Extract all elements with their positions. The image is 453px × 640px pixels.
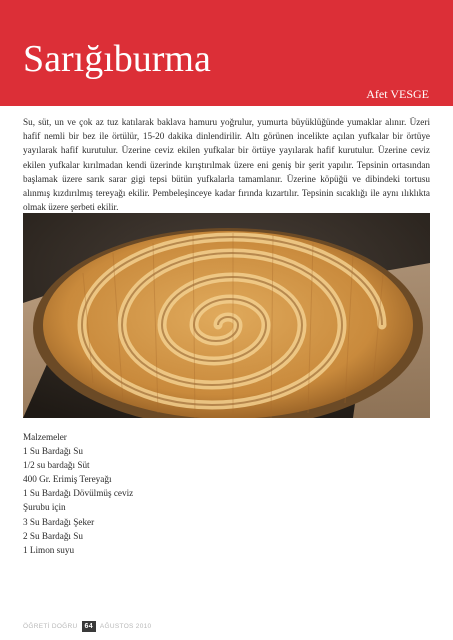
author-name: Afet VESGE: [366, 87, 429, 101]
page-title: Sarığıburma: [23, 38, 211, 80]
page-footer: [23, 619, 151, 633]
ingredient-item: 1 Limon suyu: [23, 544, 75, 555]
ingredient-item: 2 Su Bardağı Su: [23, 530, 83, 541]
ingredient-item: 3 Su Bardağı Şeker: [23, 516, 95, 527]
ingredients-list: [23, 430, 133, 557]
ingredients-heading: Malzemeler: [23, 432, 67, 442]
ingredient-item: 1 Su Bardağı Dövülmüş ceviz: [23, 488, 134, 499]
page-number: 64: [82, 621, 96, 632]
dessert-photo: [23, 213, 430, 418]
syrup-heading: Şurubu için: [23, 502, 66, 513]
issue-date: AĞUSTOS 2010: [99, 622, 152, 630]
ingredient-item: 1 Su Bardağı Su: [23, 446, 83, 457]
magazine-name: ÖĞRETİ DOĞRU: [23, 622, 78, 630]
ingredient-item: 1/2 su bardağı Süt: [23, 460, 90, 471]
recipe-instructions: Su, süt, un ve çok az tuz katılarak baklava hamuru yoğrulur, yumurta büyüklüğünde yumaklar alınır. Üzeri hafif nemli bir bez ile örtülür, 15-20 dakika dinlendirilir. Altı görünen incelikte açılan yufkalar bir örtüye yayılarak hafif kurutulur. Üzerine ceviz ekilen yufkalar bir örtüye yayılarak hafif kurutulur. Üzerine ceviz ekilen yufkalar kırılmadan kendi üzerinde kırıştırılmak üzere eni geniş bir şerit yapılır. Tepsinin ortasından başlamak üzere sarık sarar gigi tepsi bütün yufkalarla tamamlanır. Üzerine köpüğü ve dibindeki tortusu alınmış kızdırılmış tereyağı ekilir. Pembeleşinceye kadar fırında kızartılır. Tepsinin sıcaklığı ile aynı ılıklıkta olmak üzere şerbeti ekilir.: [23, 117, 430, 213]
ingredient-item: 400 Gr. Erimiş Tereyağı: [23, 474, 112, 485]
title-banner: [0, 0, 453, 106]
